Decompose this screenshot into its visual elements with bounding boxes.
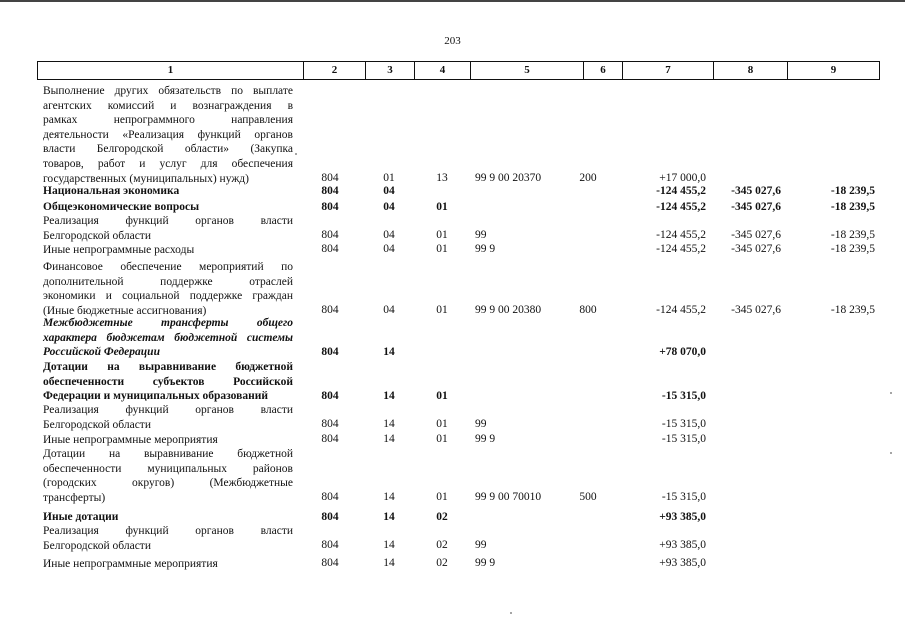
description-line: (Иные бюджетные ассигнования) <box>43 304 207 317</box>
amount-cell: -345 027,6 <box>731 185 781 197</box>
section-cell: 01 <box>383 172 395 184</box>
subsection-cell: 02 <box>436 511 448 523</box>
subsection-cell: 01 <box>436 491 448 503</box>
amount-cell: +78 070,0 <box>659 346 706 358</box>
amount-cell: -124 455,2 <box>656 304 706 316</box>
description-line: характера бюджетам бюджетной системы <box>43 331 293 344</box>
amount-cell: +93 385,0 <box>659 557 706 569</box>
subsection-cell: 01 <box>436 201 448 213</box>
amount-cell: -15 315,0 <box>661 491 706 503</box>
description-line: Реализация функций органов власти <box>43 525 293 537</box>
row-description <box>43 510 293 525</box>
description-line: Белгородской области <box>43 418 151 431</box>
section-cell: 14 <box>383 390 395 402</box>
column-header: 5 <box>524 64 530 76</box>
budget-code-cell: 804 <box>321 491 339 503</box>
description-line: государственных (муниципальных) нужд) <box>43 172 249 185</box>
budget-code-cell: 804 <box>321 557 339 569</box>
description-line: деятельности «Реализация функций органов <box>43 128 293 141</box>
subsection-cell: 13 <box>436 172 448 184</box>
row-description <box>43 557 293 572</box>
section-cell: 14 <box>383 557 395 569</box>
description-line: рамках непрограммного направления <box>43 114 293 127</box>
target-article-cell: 99 9 <box>475 557 496 569</box>
description-line: Реализация функций органов власти <box>43 404 293 416</box>
target-article-cell: 99 9 <box>475 243 496 255</box>
subsection-cell: 01 <box>436 433 448 445</box>
section-cell: 14 <box>383 539 395 551</box>
description-line: Иные непрограммные расходы <box>43 244 195 256</box>
description-line: Белгородской области <box>43 229 151 242</box>
amount-cell: -345 027,6 <box>731 243 781 255</box>
target-article-cell: 99 <box>475 229 487 241</box>
row-description <box>43 214 293 243</box>
subsection-cell: 01 <box>436 418 448 430</box>
amount-cell: -18 239,5 <box>830 201 875 213</box>
description-line: товаров, работ и услуг для обеспечения <box>43 157 293 170</box>
scan-speck <box>890 392 892 394</box>
amount-cell: -124 455,2 <box>656 229 706 241</box>
target-article-cell: 99 <box>475 539 487 551</box>
scan-speck <box>295 153 297 155</box>
column-header: 2 <box>331 64 338 76</box>
row-description <box>43 260 293 318</box>
scan-speck <box>510 612 512 614</box>
amount-cell: +17 000,0 <box>659 172 706 184</box>
section-cell: 14 <box>383 346 395 358</box>
description-line: Реализация функций органов власти <box>43 215 293 227</box>
amount-cell: -15 315,0 <box>661 390 706 402</box>
budget-code-cell: 804 <box>321 243 339 255</box>
row-description <box>43 316 293 360</box>
column-header: 9 <box>830 64 837 76</box>
budget-code-cell: 804 <box>321 346 339 358</box>
amount-cell: -15 315,0 <box>661 433 706 445</box>
amount-cell: -345 027,6 <box>731 229 781 241</box>
description-line: Иные непрограммные мероприятия <box>43 558 218 570</box>
description-line: дополнительной поддержке отраслей <box>43 275 293 288</box>
subsection-cell: 01 <box>436 229 448 241</box>
amount-cell: -18 239,5 <box>830 243 875 255</box>
amount-cell: +93 385,0 <box>659 539 706 551</box>
description-line: Национальная экономика <box>43 185 180 197</box>
row-description <box>43 243 293 258</box>
column-header: 1 <box>167 64 174 76</box>
budget-code-cell: 804 <box>321 539 339 551</box>
description-line: Финансовое обеспечение мероприятий по <box>43 261 293 273</box>
subsection-cell: 02 <box>436 539 448 551</box>
row-description <box>43 200 293 215</box>
subsection-cell: 02 <box>436 557 448 569</box>
section-cell: 04 <box>383 304 395 316</box>
row-description <box>43 524 293 553</box>
description-line: Иные непрограммные мероприятия <box>43 434 218 446</box>
row-description <box>43 84 293 186</box>
budget-code-cell: 804 <box>321 229 339 241</box>
target-article-cell: 99 9 00 70010 <box>475 491 542 503</box>
column-header: 6 <box>600 64 606 76</box>
description-line: трансферты) <box>43 491 106 504</box>
description-line: обеспеченности субъектов Российской <box>43 375 293 388</box>
amount-cell: -124 455,2 <box>656 201 706 213</box>
budget-code-cell: 804 <box>321 511 339 523</box>
section-cell: 14 <box>383 511 395 523</box>
budget-code-cell: 804 <box>321 185 339 197</box>
budget-code-cell: 804 <box>321 304 339 316</box>
row-description <box>43 403 293 432</box>
row-description <box>43 360 293 404</box>
section-cell: 04 <box>383 201 395 213</box>
top-border-line <box>0 0 905 2</box>
description-line: Федерации и муниципальных образований <box>43 390 268 403</box>
expense-type-cell: 800 <box>579 304 597 316</box>
section-cell: 04 <box>383 229 395 241</box>
description-line: Дотации на выравнивание бюджетной <box>43 361 293 373</box>
expense-type-cell: 200 <box>579 172 597 184</box>
section-cell: 04 <box>383 243 395 255</box>
amount-cell: -15 315,0 <box>661 418 706 430</box>
column-header: 3 <box>387 64 393 76</box>
budget-code-cell: 804 <box>321 433 339 445</box>
expense-type-cell: 500 <box>579 491 597 503</box>
column-header: 4 <box>439 64 446 76</box>
column-header: 8 <box>747 64 754 76</box>
description-line: Белгородской области <box>43 539 151 552</box>
table-header <box>37 61 880 80</box>
description-line: Выполнение других обязательств по выплате <box>43 85 293 97</box>
amount-cell: -18 239,5 <box>830 185 875 197</box>
description-line: Общеэкономические вопросы <box>43 201 200 213</box>
subsection-cell: 01 <box>436 304 448 316</box>
scan-speck <box>890 452 892 454</box>
target-article-cell: 99 9 <box>475 433 496 445</box>
description-line: Российской Федерации <box>43 346 160 359</box>
subsection-cell: 01 <box>436 390 448 402</box>
description-line: Иные дотации <box>43 511 119 523</box>
row-description <box>43 433 293 448</box>
target-article-cell: 99 9 00 20380 <box>475 304 542 316</box>
section-cell: 14 <box>383 491 395 503</box>
row-description <box>43 184 293 199</box>
description-line: Межбюджетные трансферты общего <box>43 317 293 329</box>
budget-code-cell: 804 <box>321 390 339 402</box>
budget-code-cell: 804 <box>321 201 339 213</box>
amount-cell: -18 239,5 <box>830 304 875 316</box>
page-number: 203 <box>444 35 461 47</box>
description-line: экономики и социальной поддержке граждан <box>43 290 293 303</box>
target-article-cell: 99 9 00 20370 <box>475 172 542 184</box>
budget-code-cell: 804 <box>321 172 339 184</box>
section-cell: 14 <box>383 433 395 445</box>
budget-code-cell: 804 <box>321 418 339 430</box>
section-cell: 04 <box>383 185 395 197</box>
row-description <box>43 447 293 505</box>
amount-cell: -18 239,5 <box>830 229 875 241</box>
amount-cell: -124 455,2 <box>656 185 706 197</box>
amount-cell: -345 027,6 <box>731 304 781 316</box>
target-article-cell: 99 <box>475 418 487 430</box>
column-header: 7 <box>665 64 671 76</box>
description-line: (городских округов) (Межбюджетные <box>43 477 293 490</box>
description-line: власти Белгородской области» (Закупка <box>43 143 293 156</box>
description-line: агентских комиссий и вознаграждения в <box>43 99 293 112</box>
amount-cell: +93 385,0 <box>659 511 706 523</box>
amount-cell: -345 027,6 <box>731 201 781 213</box>
description-line: обеспеченности муниципальных районов <box>43 462 293 475</box>
subsection-cell: 01 <box>436 243 448 255</box>
description-line: Дотации на выравнивание бюджетной <box>43 448 293 460</box>
amount-cell: -124 455,2 <box>656 243 706 255</box>
section-cell: 14 <box>383 418 395 430</box>
